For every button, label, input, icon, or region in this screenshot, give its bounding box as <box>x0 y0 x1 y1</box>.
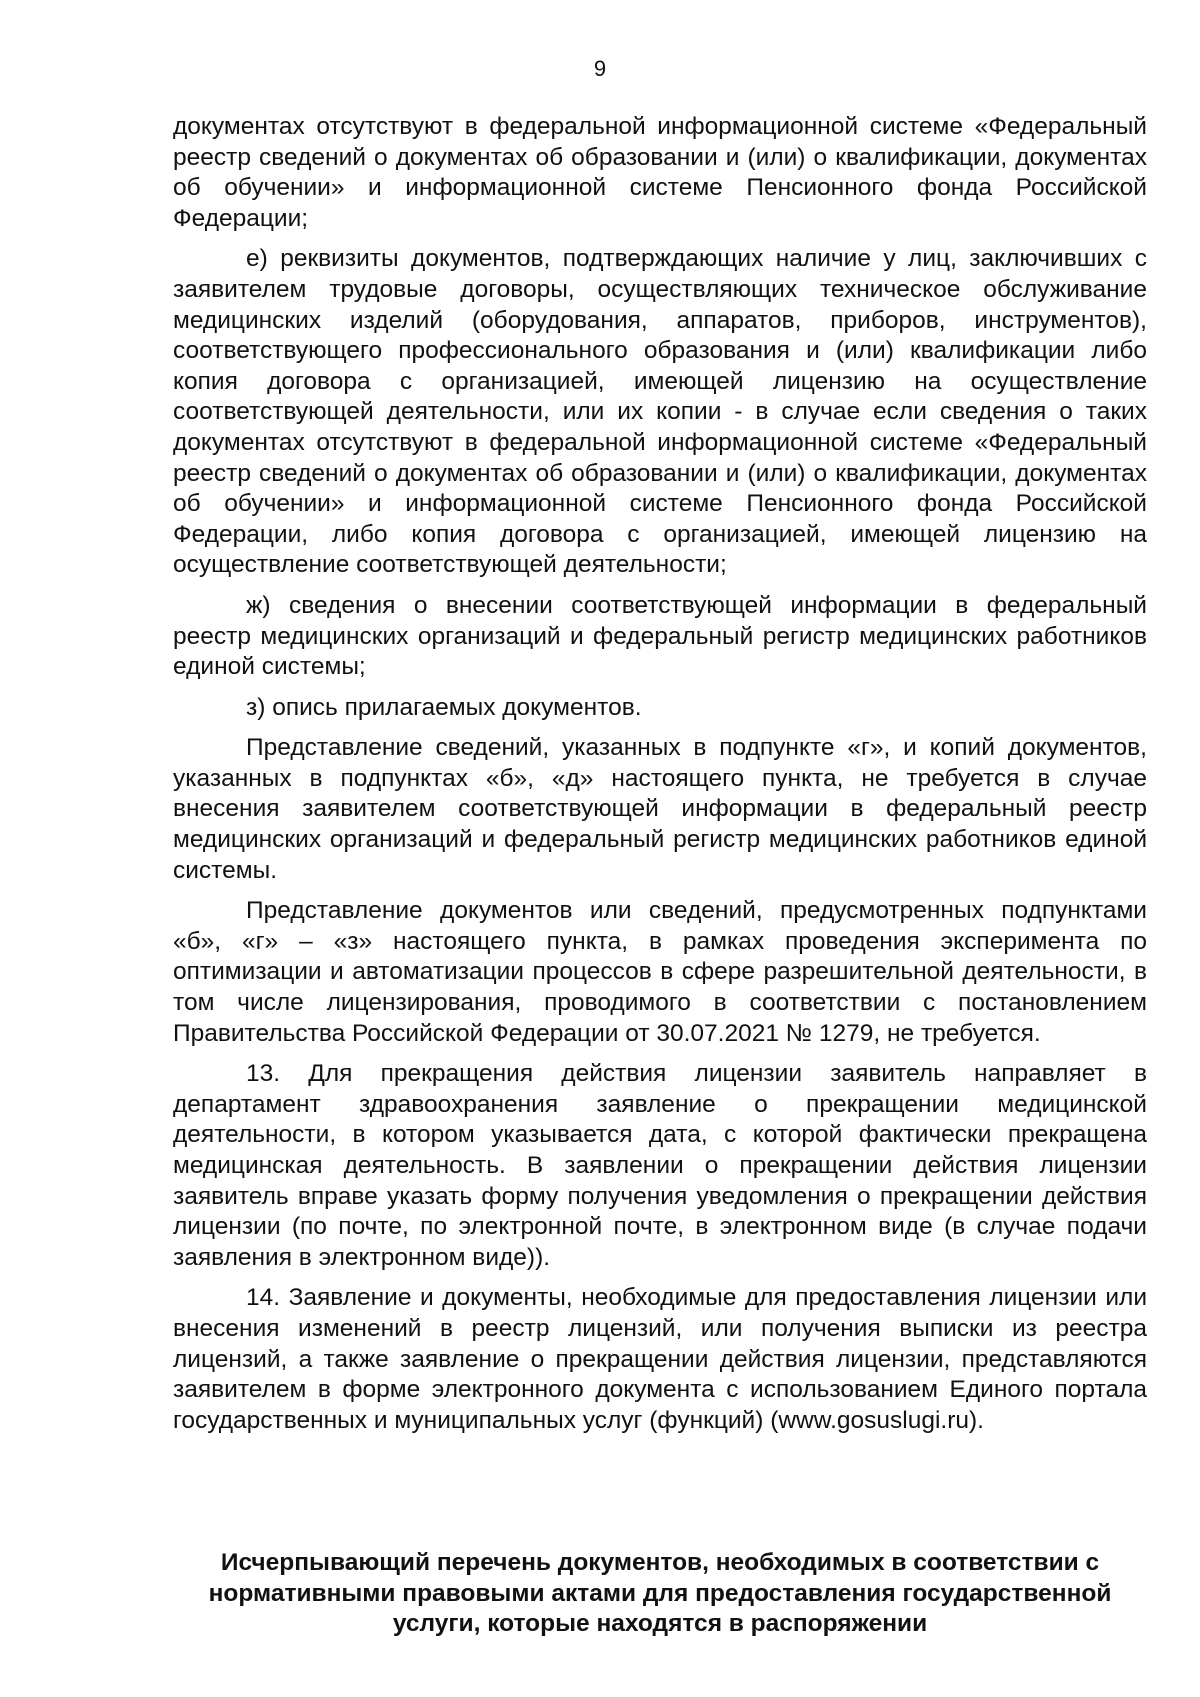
page-number: 9 <box>593 56 607 81</box>
paragraph-experiment-exemption: Представление документов или сведений, предусмотренных подпунктами «б», «г» – «з» настоящего пункта, в рамках проведения эксперимента по оптимизации и автоматизации процессов в сфере разрешительной деятельности, в том числе лицензирования, проводимого в соответствии с постановлением Правительства Российской Федерации от 30.07.2021 № 1279, не требуется. <box>173 897 1147 1047</box>
paragraph-item-zh: ж) сведения о внесении соответствующей информации в федеральный реестр медицинских организаций и федеральный регистр медицинских работников единой системы; <box>173 591 1147 681</box>
paragraph-clause-13: 13. Для прекращения действия лицензии заявитель направляет в департамент здравоохранения заявление о прекращении медицинской деятельности, в котором указывается дата, с которой фактически прекращена медицинская деятельность. В заявлении о прекращении действия лицензии заявитель вправе указать форму получения уведомления о прекращении действия лицензии (по почте, по электронной почте, в электронном виде (в случае подачи заявления в электронном виде)). <box>173 1060 1147 1271</box>
paragraph-info-exemption: Представление сведений, указанных в подпункте «г», и копий документов, указанных в подпунктах «б», «д» настоящего пункта, не требуется в случае внесения заявителем соответствующей информации в федеральный реестр медицинских организаций и федеральный регистр медицинских работников единой системы. <box>173 734 1147 884</box>
paragraph-clause-14: 14. Заявление и документы, необходимые для предоставления лицензии или внесения изменений в реестр лицензий, или получения выписки из реестра лицензий, а также заявление о прекращении действия лицензии, представляются заявителем в форме электронного документа с использованием Единого портала государственных и муниципальных услуг (функций) (www.gosuslugi.ru). <box>173 1284 1147 1434</box>
paragraph-item-z: з) опись прилагаемых документов. <box>246 693 642 721</box>
paragraph-continuation: документах отсутствуют в федеральной информационной системе «Федеральный реестр сведений о документах об образовании и (или) о квалификации, документах об обучении» и информационной системе Пенсионного фонда Российской Федерации; <box>173 113 1147 232</box>
paragraph-item-e: е) реквизиты документов, подтверждающих наличие у лиц, заключивших с заявителем трудовые договоры, осуществляющих техническое обслуживание медицинских изделий (оборудования, аппаратов, приборов, инструментов), соответствующего профессионального образования и (или) квалификации либо копия договора с организацией, имеющей лицензию на осуществление соответствующей деятельности, или их копии - в случае если сведения о таких документах отсутствуют в федеральной информационной системе «Федеральный реестр сведений о документах об образовании и (или) о квалификации, документах об обучении» и информационной системе Пенсионного фонда Российской Федерации, либо копия договора с организацией, имеющей лицензию на осуществление соответствующей деятельности; <box>173 245 1147 579</box>
section-heading: Исчерпывающий перечень документов, необходимых в соответствии с нормативными правовыми актами для предоставления государственной услуги, которые находятся в распоряжении <box>208 1549 1112 1638</box>
document-body <box>173 112 1147 1446</box>
